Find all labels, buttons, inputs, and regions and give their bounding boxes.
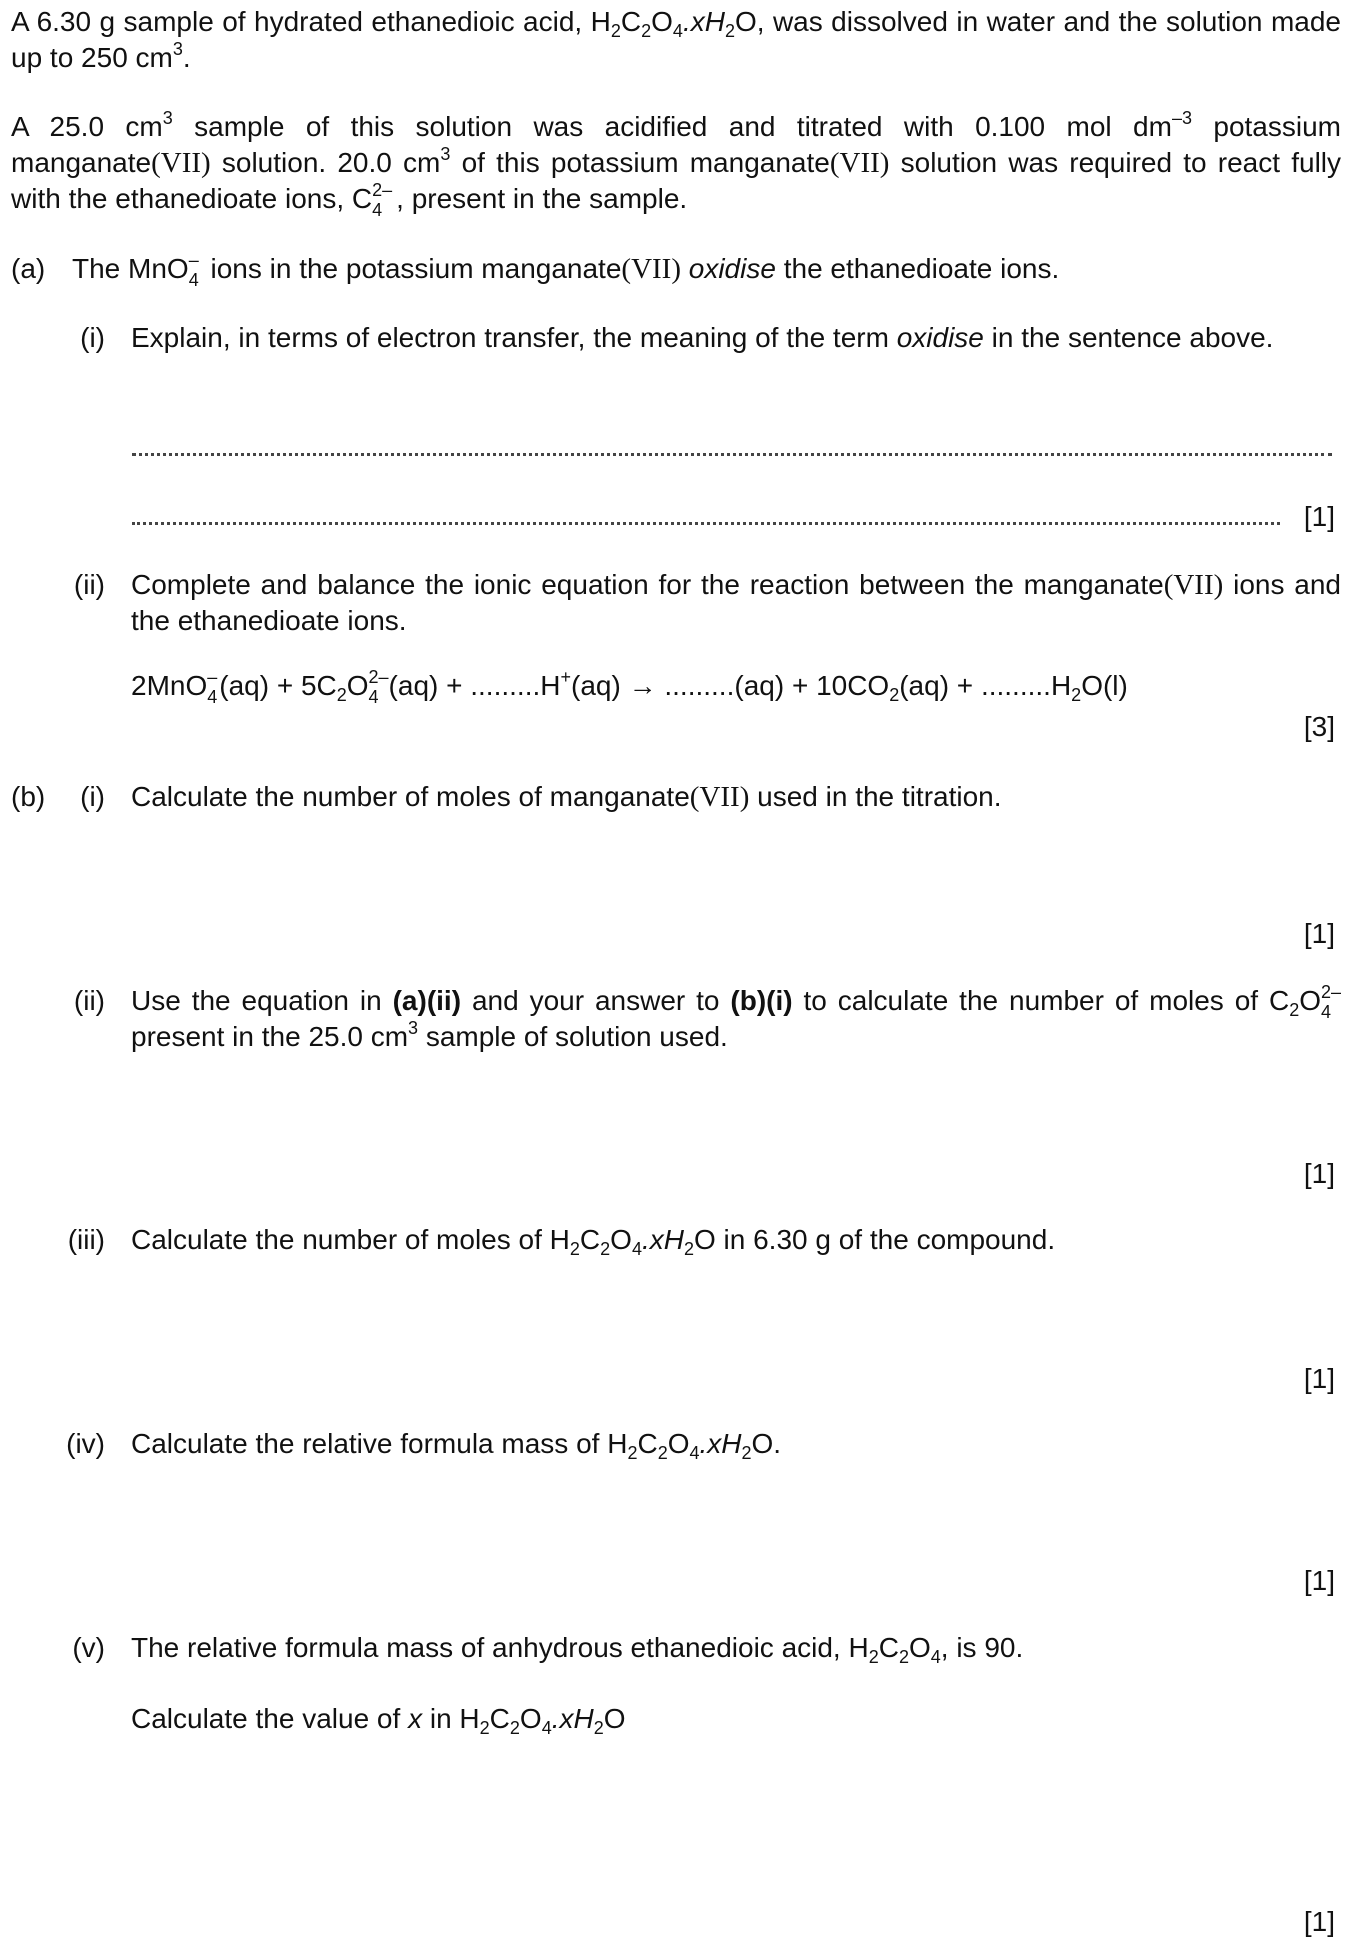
mark-b-v: [1] (1303, 1906, 1335, 1937)
question-b-ii-label: (ii) (73, 985, 105, 1016)
question-b-v-text-2: Calculate the value of x in $H_2C_2O_4.xH_2O$ (131, 1703, 626, 1738)
question-a-ii-label: (ii) (73, 569, 105, 600)
question-a-text: The MnO – 4 ions in the potassium manganate(VII) oxidise the ethanedioate ions. (72, 250, 1060, 290)
question-b-iv-label: (iv) (66, 1428, 105, 1459)
mark-a-ii: [3] (1303, 711, 1335, 742)
question-b-i-label: (i) (80, 781, 105, 812)
question-a-ii-text: Complete and balance the ionic equation for the reaction between the manganate(VII) ions and the ethanedioate ions. (131, 569, 1342, 636)
question-b-v-text: The relative formula mass of anhydrous ethanedioic acid, $H_2C_2O_4$, is 90. (131, 1632, 1024, 1667)
question-a-i-label: (i) (80, 322, 105, 353)
question-b-label: (b) (11, 781, 46, 812)
answer-line-1[interactable] (132, 453, 1332, 457)
question-b-iii-text: Calculate the number of moles of $H_2C_2O_4.xH_2O$ in 6.30 g of the compound. (131, 1224, 1056, 1259)
question-b-i-text: Calculate the number of moles of manganate(VII) used in the titration. (131, 781, 1002, 813)
question-a-i-text: Explain, in terms of electron transfer, the meaning of the term oxidise in the sentence above. (131, 322, 1274, 353)
mark-b-iv: [1] (1303, 1565, 1335, 1596)
question-b-ii-text: Use the equation in (a)(ii) and your answer to (b)(i) to calculate the number of moles of $C_2O$ 2– 4 present in the 25.0 $cm^3$ sample of solution used. (131, 982, 1342, 1052)
formula-hydrated-acid: $H_2C_2O_4.xH_2O$ (590, 6, 757, 41)
mark-b-i: [1] (1303, 918, 1335, 949)
intro-paragraph-2: A 25.0 $cm^3$ sample of this solution was acidified and titrated with 0.100 mol $dm^{-3}$ potassium manganate(VII) solution. 20.0 $cm^3$ of this potassium manganate(VII) solution was required to react fully with the ethanedioate ions, C 2– 4 , present in the sample. (11, 108, 1342, 220)
question-a-label: (a) (11, 253, 46, 284)
mark-b-iii: [1] (1303, 1363, 1335, 1394)
mark-a-i: [1] (1303, 501, 1335, 532)
question-b-iv-text: Calculate the relative formula mass of $H_2C_2O_4.xH_2O$. (131, 1428, 782, 1463)
mark-b-ii: [1] (1303, 1158, 1335, 1189)
intro-paragraph-1: A 6.30 g sample of hydrated ethanedioic acid, $H_2C_2O_4.xH_2O$, was dissolved in water and the solution made up to 250 $cm^3$. (11, 6, 1341, 73)
answer-line-2[interactable] (132, 522, 1280, 526)
question-b-v-label: (v) (72, 1632, 105, 1663)
ionic-equation[interactable]: 2MnO – 4 $(aq) + 5C_2O$ 2– 4 $(aq) + .........H^+(aq) \to .........(aq) + 10CO_2(aq) + .........H_2O(l)$ (131, 667, 1128, 707)
question-b-iii-label: (iii) (67, 1224, 105, 1255)
